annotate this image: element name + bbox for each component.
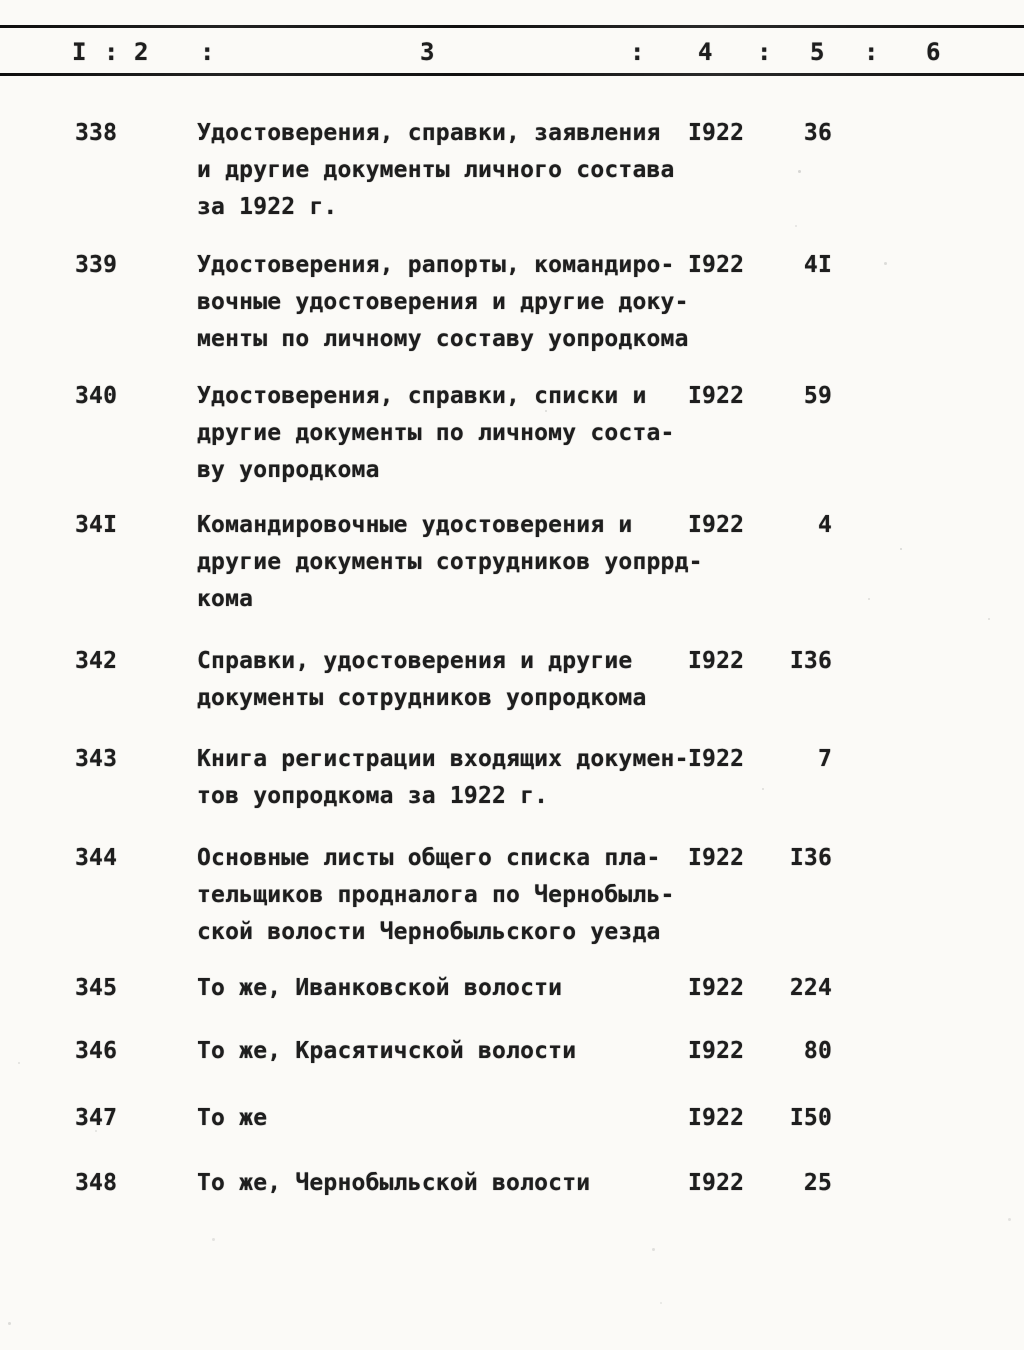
item-number: 346 bbox=[75, 1038, 118, 1064]
scan-speck bbox=[212, 1238, 215, 1241]
item-description-line: То же bbox=[197, 1105, 268, 1131]
item-sheet-count: 80 bbox=[803, 1038, 832, 1064]
header-column-label: I bbox=[72, 38, 87, 66]
item-sheet-count: 59 bbox=[803, 383, 832, 409]
header-column-label: 2 bbox=[134, 38, 149, 66]
item-description-line: тов уопродкома за 1922 г. bbox=[197, 783, 549, 809]
item-description-line: кома bbox=[197, 586, 254, 612]
scan-speck bbox=[884, 262, 887, 265]
item-description bbox=[197, 378, 702, 489]
scan-speck bbox=[8, 1322, 11, 1325]
item-description-line: Основные листы общего списка пла- bbox=[197, 845, 661, 871]
item-sheet-count: 224 bbox=[789, 975, 832, 1001]
item-number: 345 bbox=[75, 975, 118, 1001]
item-description-line: менты по личному составу уопродкома bbox=[197, 326, 689, 352]
item-description bbox=[197, 1033, 702, 1070]
item-year: I922 bbox=[688, 383, 745, 409]
item-description-line: тельщиков продналога по Чернобыль- bbox=[197, 882, 675, 908]
header-column-label: 6 bbox=[926, 38, 941, 66]
item-description bbox=[197, 247, 702, 358]
item-description-line: ской волости Чернобыльского уезда bbox=[197, 919, 661, 945]
item-year: I922 bbox=[688, 120, 745, 146]
scan-speck bbox=[988, 618, 990, 620]
item-sheet-count: 25 bbox=[803, 1170, 832, 1196]
item-year: I922 bbox=[688, 1170, 745, 1196]
scan-speck bbox=[795, 225, 797, 227]
item-description-line: Командировочные удостоверения и bbox=[197, 512, 633, 538]
item-description-line: документы сотрудников уопродкома bbox=[197, 685, 647, 711]
item-number: 344 bbox=[75, 845, 118, 871]
item-sheet-count: 4 bbox=[817, 512, 832, 538]
item-number: 340 bbox=[75, 383, 118, 409]
scan-speck bbox=[762, 788, 764, 790]
item-description-line: другие документы по личному соста- bbox=[197, 420, 675, 446]
item-sheet-count: I36 bbox=[789, 648, 832, 674]
item-description-line: Удостоверения, справки, списки и bbox=[197, 383, 647, 409]
header-column-label: 3 bbox=[420, 38, 435, 66]
scan-speck bbox=[652, 1248, 655, 1251]
item-description bbox=[197, 643, 702, 717]
table-header-rule-top bbox=[0, 25, 1024, 28]
item-year: I922 bbox=[688, 512, 745, 538]
header-column-label: 5 bbox=[810, 38, 825, 66]
header-column-separator: : bbox=[864, 38, 879, 66]
item-description bbox=[197, 1100, 702, 1137]
scan-speck bbox=[798, 170, 801, 173]
item-year: I922 bbox=[688, 975, 745, 1001]
item-number: 343 bbox=[75, 746, 118, 772]
item-number: 342 bbox=[75, 648, 118, 674]
item-description bbox=[197, 1165, 702, 1202]
item-description-line: и другие документы личного состава bbox=[197, 157, 675, 183]
item-description-line: за 1922 г. bbox=[197, 194, 338, 220]
item-year: I922 bbox=[688, 1105, 745, 1131]
item-year: I922 bbox=[688, 746, 745, 772]
table-header-rule-bottom bbox=[0, 73, 1024, 76]
item-description-line: То же, Красятичской волости bbox=[197, 1038, 577, 1064]
scan-speck bbox=[900, 548, 902, 550]
item-number: 339 bbox=[75, 252, 118, 278]
item-description-line: Удостоверения, справки, заявления bbox=[197, 120, 661, 146]
item-sheet-count: 36 bbox=[803, 120, 832, 146]
item-description bbox=[197, 115, 702, 226]
item-number: 34I bbox=[75, 512, 118, 538]
scan-speck bbox=[18, 1062, 20, 1064]
item-year: I922 bbox=[688, 252, 745, 278]
item-year: I922 bbox=[688, 1038, 745, 1064]
scan-speck bbox=[868, 598, 870, 600]
item-description-line: Книга регистрации входящих докумен- bbox=[197, 746, 689, 772]
scan-speck bbox=[545, 410, 547, 412]
scan-speck bbox=[660, 1302, 662, 1304]
item-description bbox=[197, 840, 702, 951]
item-description-line: Удостоверения, рапорты, командиро- bbox=[197, 252, 675, 278]
item-number: 338 bbox=[75, 120, 118, 146]
item-description bbox=[197, 741, 702, 815]
item-description-line: ву уопродкома bbox=[197, 457, 380, 483]
item-year: I922 bbox=[688, 648, 745, 674]
item-description-line: То же, Чернобыльской волости bbox=[197, 1170, 591, 1196]
header-column-separator: : bbox=[630, 38, 645, 66]
item-description bbox=[197, 970, 702, 1007]
scan-speck bbox=[95, 1130, 97, 1132]
item-sheet-count: 7 bbox=[817, 746, 832, 772]
header-column-separator: : bbox=[104, 38, 119, 66]
header-column-separator: : bbox=[200, 38, 215, 66]
item-description-line: вочные удостоверения и другие доку- bbox=[197, 289, 689, 315]
item-sheet-count: 4I bbox=[803, 252, 832, 278]
item-description-line: другие документы сотрудников уопррд- bbox=[197, 549, 703, 575]
item-year: I922 bbox=[688, 845, 745, 871]
item-sheet-count: I36 bbox=[789, 845, 832, 871]
header-column-separator: : bbox=[757, 38, 772, 66]
item-description-line: Справки, удостоверения и другие bbox=[197, 648, 633, 674]
item-number: 347 bbox=[75, 1105, 118, 1131]
item-number: 348 bbox=[75, 1170, 118, 1196]
item-sheet-count: I50 bbox=[789, 1105, 832, 1131]
header-column-label: 4 bbox=[698, 38, 713, 66]
item-description-line: То же, Иванковской волости bbox=[197, 975, 563, 1001]
item-description bbox=[197, 507, 702, 618]
scan-speck bbox=[1008, 1218, 1011, 1221]
